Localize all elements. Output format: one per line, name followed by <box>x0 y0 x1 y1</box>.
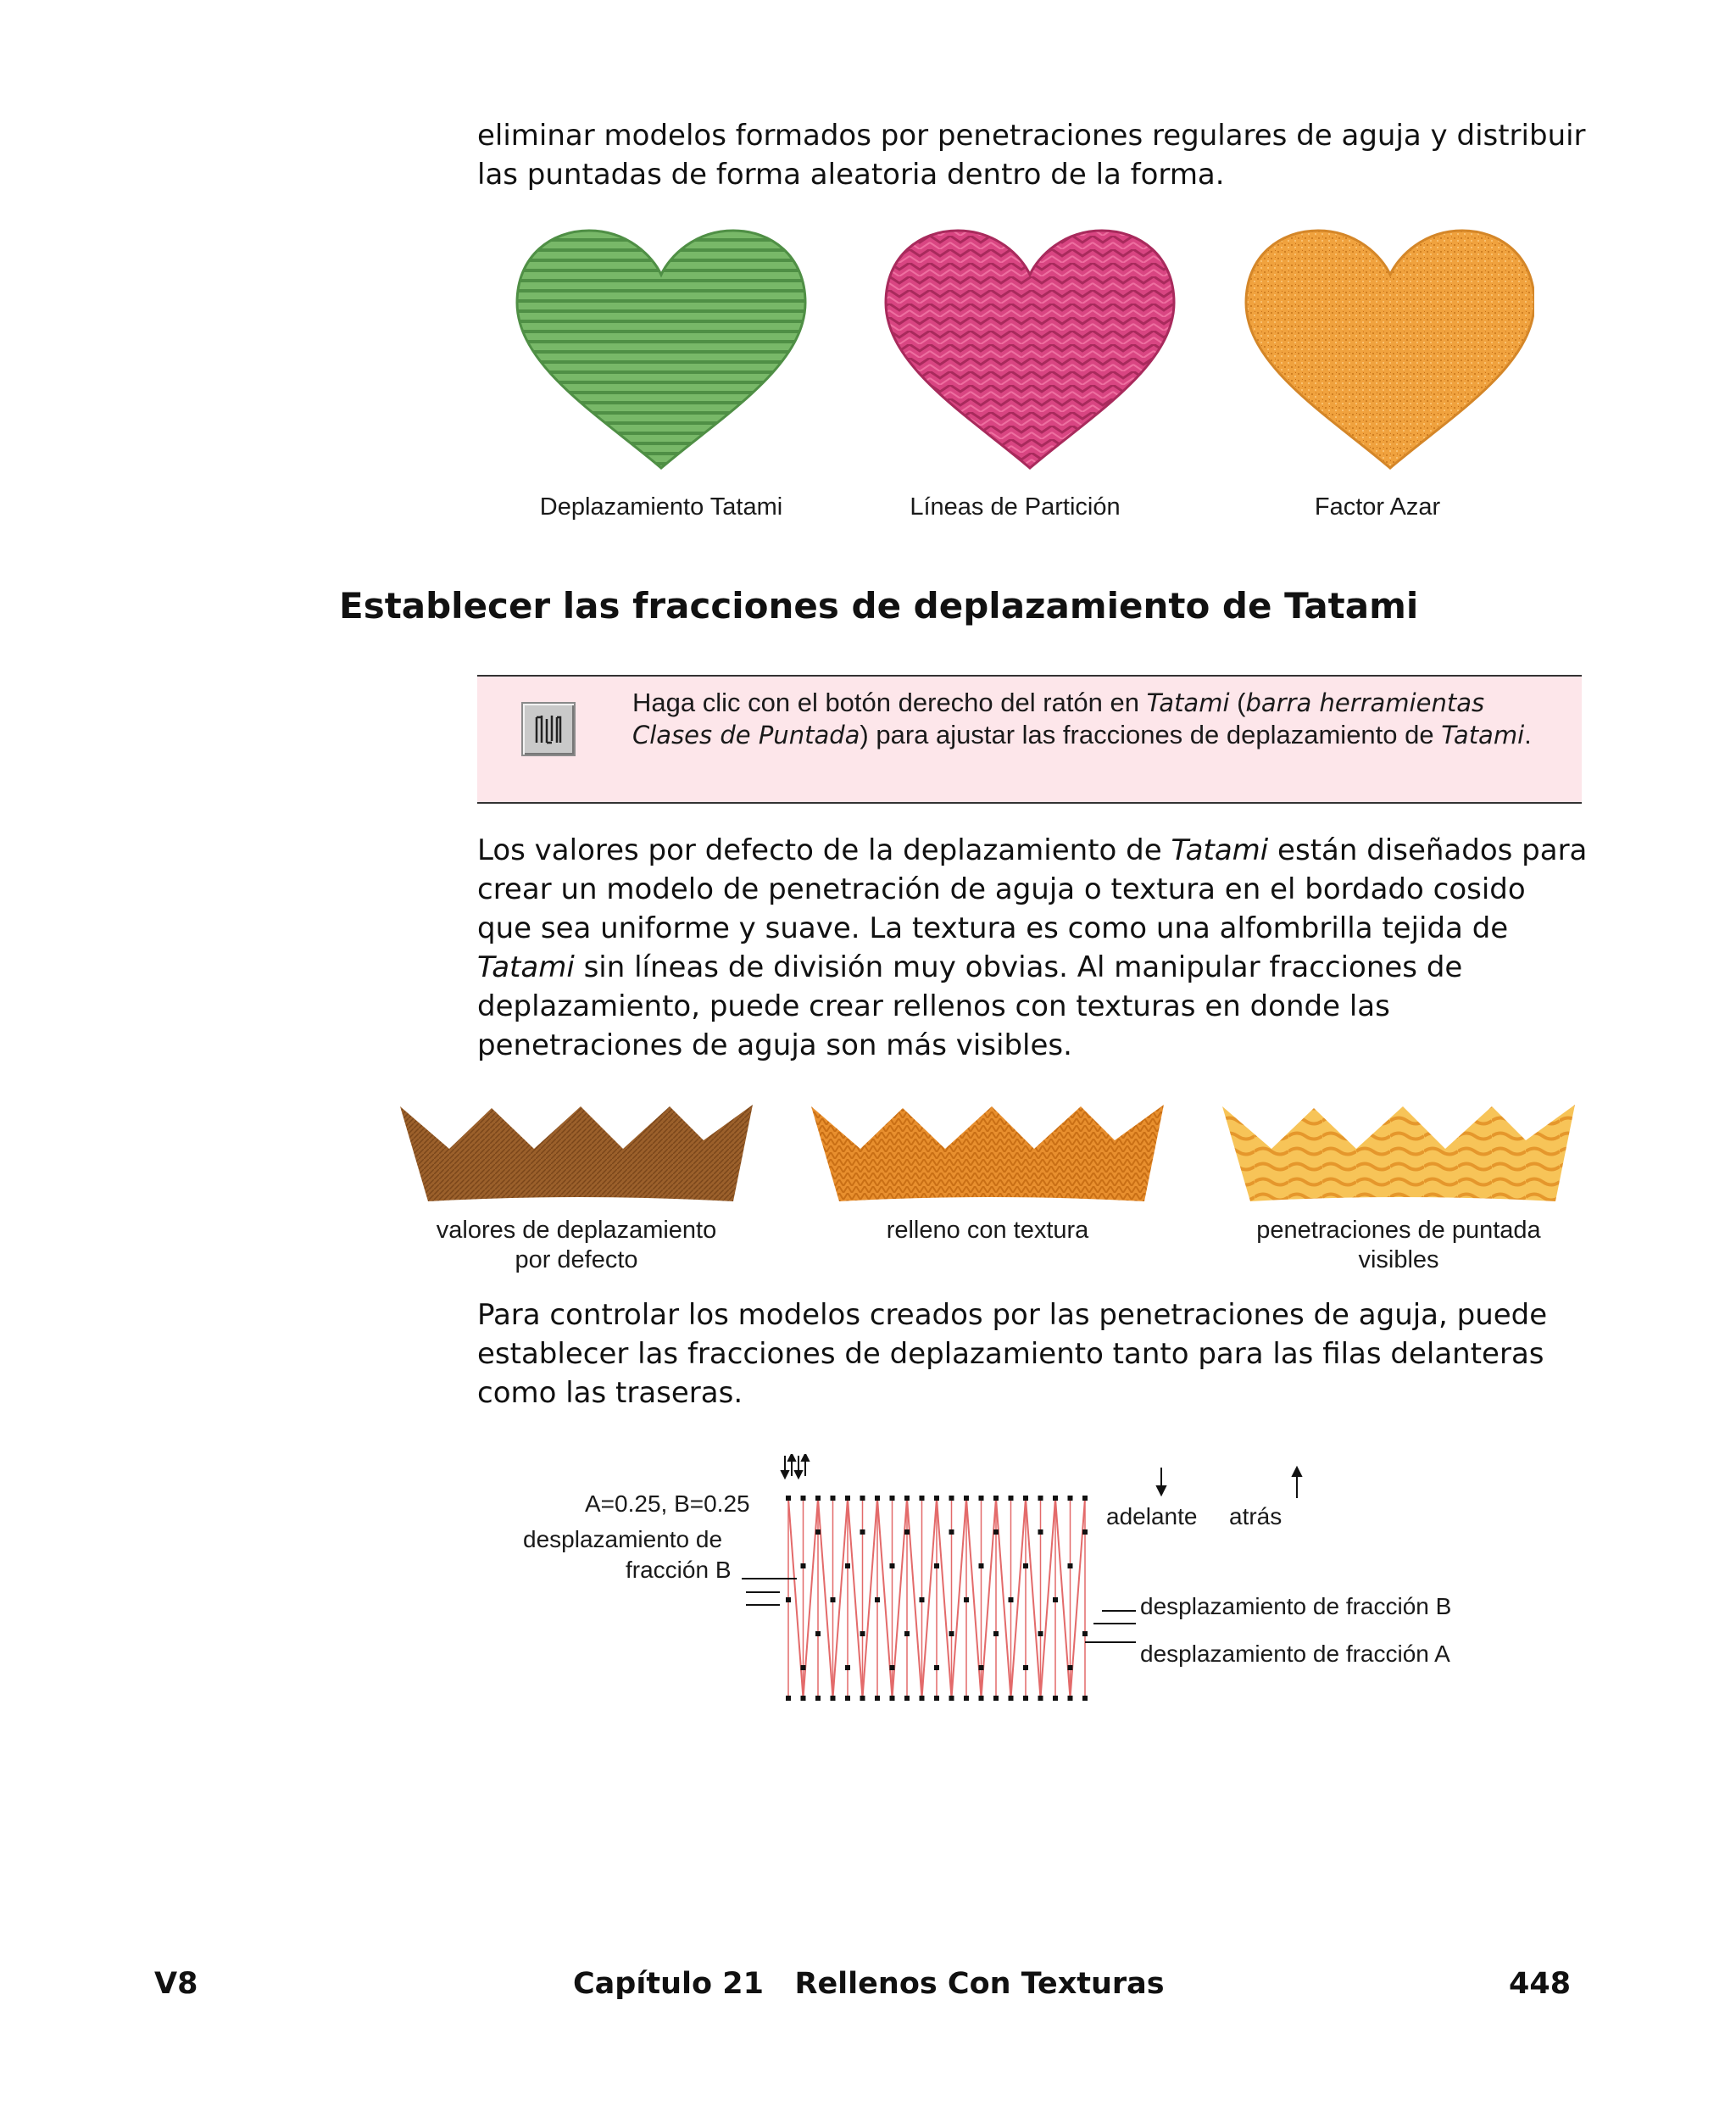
section-heading: Establecer las fracciones de deplazamiento de Tatami <box>339 585 1419 627</box>
diagram-left-label-1: desplazamiento de <box>523 1526 723 1552</box>
needle-point <box>904 1496 910 1501</box>
needle-point <box>815 1696 821 1701</box>
stitch-diagram <box>729 1454 1373 1708</box>
paragraph-1 <box>477 831 1588 1065</box>
needle-point <box>890 1665 895 1670</box>
needle-point <box>964 1597 969 1602</box>
diagram-back-label: atrás <box>1229 1503 1283 1529</box>
needle-point <box>993 1529 999 1535</box>
tip-box <box>477 675 1582 804</box>
needle-point <box>801 1496 806 1501</box>
tip-text <box>632 687 1565 751</box>
intro-paragraph <box>477 116 1588 194</box>
needle-point <box>845 1696 850 1701</box>
needle-point <box>845 1665 850 1670</box>
paragraph-2: Para controlar los modelos creados por las penetraciones de aguja, puede establecer las fracciones de deplazamiento tanto para las filas delanteras como las traseras. <box>477 1298 1548 1410</box>
needle-point <box>890 1696 895 1701</box>
needle-point <box>1068 1696 1073 1701</box>
needle-point <box>1009 1597 1014 1602</box>
needle-point <box>904 1529 910 1535</box>
needle-point <box>904 1631 910 1636</box>
needle-point <box>920 1696 925 1701</box>
needle-point <box>1053 1496 1058 1501</box>
crown-caption-1 <box>398 1216 754 1275</box>
tatami-icon[interactable] <box>521 702 576 756</box>
needle-point <box>964 1696 969 1701</box>
needle-point <box>1082 1631 1088 1636</box>
needle-point <box>949 1631 954 1636</box>
needle-point <box>890 1563 895 1568</box>
para1-a: Los valores por defecto de la deplazamiento de <box>477 833 1171 867</box>
needle-point <box>875 1496 880 1501</box>
diagram-right-label-b: desplazamiento de fracción B <box>1140 1593 1452 1619</box>
needle-point <box>786 1597 791 1602</box>
needle-point <box>1068 1496 1073 1501</box>
footer-version: V8 <box>154 1967 198 2001</box>
needle-point <box>1038 1631 1043 1636</box>
tip-middle: ) para ajustar las fracciones de deplazamiento de <box>860 720 1442 749</box>
needle-point <box>979 1496 984 1501</box>
tip-end: . <box>1524 720 1532 749</box>
tip-paren: ( <box>1229 688 1246 717</box>
needle-point <box>875 1696 880 1701</box>
needle-point <box>1009 1696 1014 1701</box>
diagram-forward-label: adelante <box>1106 1503 1198 1529</box>
needle-point <box>1068 1563 1073 1568</box>
needle-point <box>875 1597 880 1602</box>
needle-point <box>1053 1696 1058 1701</box>
hearts-illustration <box>500 222 1534 489</box>
needle-point <box>1038 1696 1043 1701</box>
tatami-glyph <box>523 704 574 755</box>
needle-point <box>1082 1496 1088 1501</box>
tip-prefix: Haga clic con el botón derecho del ratón en <box>632 688 1147 717</box>
needle-point <box>920 1496 925 1501</box>
needle-point <box>949 1696 954 1701</box>
needle-point <box>786 1696 791 1701</box>
heart-orange <box>1246 231 1534 468</box>
diagram-left-label-2: fracción B <box>626 1557 732 1583</box>
needle-point <box>993 1496 999 1501</box>
needle-point <box>1023 1563 1028 1568</box>
needle-point <box>1023 1665 1028 1670</box>
needle-point <box>993 1631 999 1636</box>
crown-caption-2 <box>810 1216 1166 1245</box>
crown-caption-3-line-2: visibles <box>1358 1246 1439 1273</box>
para1-b: están diseñados para crear un modelo de penetración de aguja o textura en el bordado cosido que sea uniforme y suave. La textura es como una alfombrilla tejida de <box>477 833 1588 945</box>
footer-page-number: 448 <box>1509 1967 1572 2001</box>
crown-caption-3-line-1: penetraciones de puntada <box>1256 1217 1541 1244</box>
needle-point <box>1082 1529 1088 1535</box>
needle-point <box>860 1496 865 1501</box>
needle-point <box>1023 1696 1028 1701</box>
crowns-illustration <box>398 1098 1585 1204</box>
needle-point <box>920 1597 925 1602</box>
needle-point <box>845 1563 850 1568</box>
needle-point <box>1082 1696 1088 1701</box>
needle-point <box>934 1665 939 1670</box>
crown-yellow <box>1222 1105 1575 1201</box>
needle-point <box>904 1696 910 1701</box>
needle-point <box>934 1696 939 1701</box>
para1-italic-1: Tatami <box>1171 833 1269 867</box>
heart-pink <box>886 231 1174 468</box>
needle-point <box>1038 1529 1043 1535</box>
needle-point <box>815 1631 821 1636</box>
needle-point <box>890 1496 895 1501</box>
needle-point <box>860 1631 865 1636</box>
crown-orange <box>811 1105 1164 1201</box>
legend-arrows <box>1157 1468 1301 1498</box>
needle-point <box>815 1496 821 1501</box>
needle-point <box>860 1529 865 1535</box>
tip-toolbar: barra herramientas Clases de Puntada <box>632 688 1485 749</box>
needle-point <box>786 1496 791 1501</box>
needle-point <box>860 1696 865 1701</box>
needle-point <box>979 1665 984 1670</box>
needle-point <box>949 1529 954 1535</box>
needle-point <box>1038 1496 1043 1501</box>
footer-chapter: Capítulo 21 Rellenos Con Texturas <box>573 1967 1165 2001</box>
intro-line-2: las puntadas de forma aleatoria dentro de la forma. <box>477 158 1225 192</box>
needle-point <box>815 1529 821 1535</box>
para1-italic-2: Tatami <box>477 950 575 984</box>
para1-c: sin líneas de división muy obvias. Al manipular fracciones de deplazamiento, puede crear rellenos con texturas en donde las penetraciones de aguja son más visibles. <box>477 950 1463 1062</box>
needle-point <box>979 1563 984 1568</box>
heart-green <box>517 231 805 468</box>
needle-point <box>831 1696 836 1701</box>
needle-point <box>979 1696 984 1701</box>
needle-point <box>934 1496 939 1501</box>
crown-caption-1-line-2: por defecto <box>515 1246 638 1273</box>
needle-point <box>1009 1496 1014 1501</box>
needle-point <box>801 1563 806 1568</box>
crown-caption-1-line-1: valores de deplazamiento <box>436 1217 717 1244</box>
needle-point <box>1053 1597 1058 1602</box>
intro-line-1: eliminar modelos formados por penetraciones regulares de aguja y distribuir <box>477 119 1586 153</box>
needle-point <box>993 1696 999 1701</box>
heart-caption-1: Deplazamiento Tatami <box>539 493 783 521</box>
crown-caption-2-line-1: relleno con textura <box>886 1217 1089 1244</box>
diagram-right-label-a: desplazamiento de fracción A <box>1140 1641 1450 1667</box>
tip-tool: Tatami <box>1146 688 1230 717</box>
tip-tool-2: Tatami <box>1441 721 1525 749</box>
needle-point <box>845 1496 850 1501</box>
heart-caption-3: Factor Azar <box>1314 493 1441 521</box>
crown-caption-3 <box>1221 1216 1577 1275</box>
needle-point <box>964 1496 969 1501</box>
needle-point <box>934 1563 939 1568</box>
needle-point <box>801 1696 806 1701</box>
needle-point <box>831 1597 836 1602</box>
needle-point <box>1023 1496 1028 1501</box>
needle-point <box>1068 1665 1073 1670</box>
needle-point <box>949 1496 954 1501</box>
heart-caption-2: Líneas de Partición <box>910 493 1121 521</box>
needle-point <box>801 1665 806 1670</box>
top-arrows <box>782 1454 809 1478</box>
needle-point <box>831 1496 836 1501</box>
right-pointer-lines <box>1085 1611 1136 1642</box>
crown-brown <box>400 1105 753 1201</box>
diagram-values: A=0.25, B=0.25 <box>585 1490 750 1517</box>
